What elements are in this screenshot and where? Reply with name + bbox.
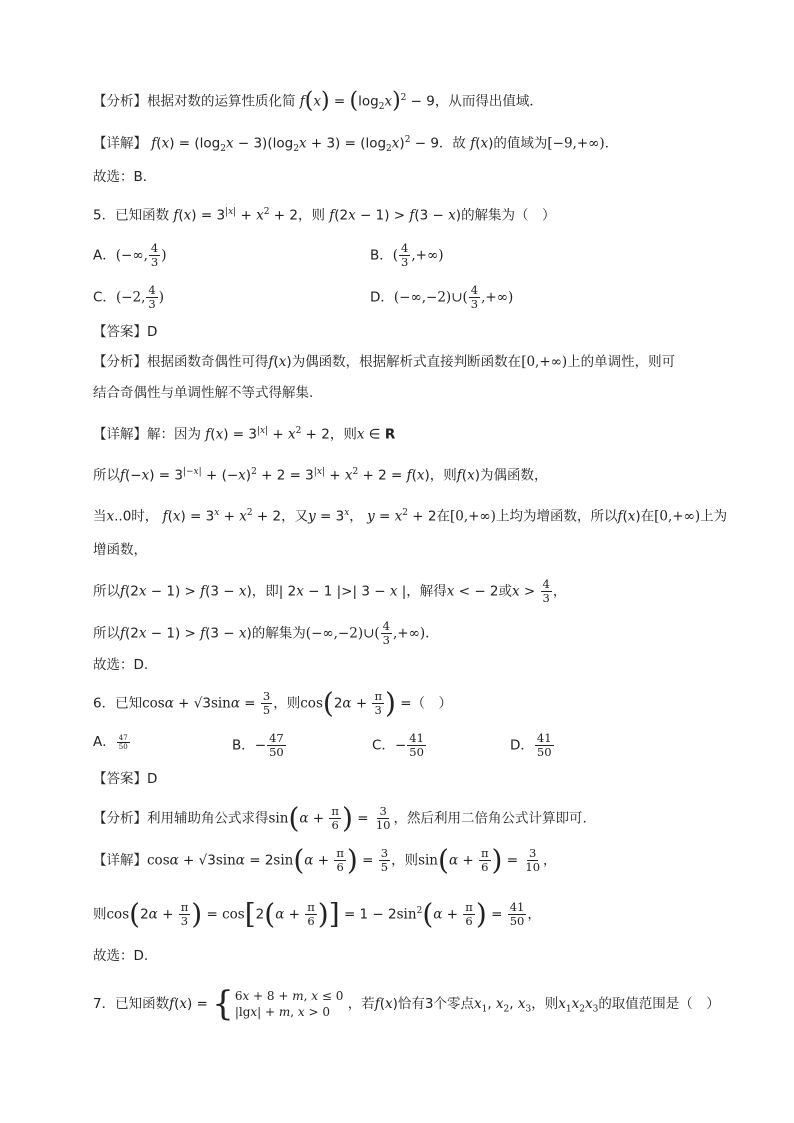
q5-option-a: A．(−∞, $\frac{4}{3}$ ) — [93, 241, 167, 269]
q5-option-d: D．(−∞,−2)∪( $\frac{4}{3}$ ,+∞) — [370, 283, 514, 311]
analysis-tag: 【分析】 — [93, 93, 147, 110]
q5-analysis: 【分析】根据函数奇偶性可得f(x)为偶函数，根据解析式直接判断函数在[0,+∞)上的单调性，则可 — [93, 354, 676, 370]
q6-detail-1: 【详解】cosα + √3sinα = 2sin(α + $\frac{\pi}{6}$ ) = $\frac{3}{5}$ ，则sin(α + $\frac{\pi}{6}$ ) = $\frac{3}{10}$ ， — [93, 843, 557, 877]
q5-detail-4: 所以f(2x − 1) > f(3 − x)，即| 2x − 1 |>| 3 − x |，解得x < − 2或x > $\frac{4}{3}$ ， — [93, 577, 567, 605]
q5-detail-5: 所以f(2x − 1) > f(3 − x)的解集为(−∞,−2)∪( $\frac{4}{3}$ ,+∞). — [93, 619, 430, 647]
q5-stem: 5．已知函数 $f(x) = 3^{|x|} + x^2 + 2$，则 f(2x − 1) > f(3 − x)的解集为（ ） — [93, 207, 556, 224]
q5-answer: 【答案】D — [93, 324, 158, 340]
detail-tag: 【详解】 — [93, 135, 147, 152]
q4-detail: 【详解】 $f(x) = (\log_2x - 3)(\log_2x + 3) = (\log_2x)^2 - 9$．故 f(x)的值域为[−9,+∞)． — [93, 135, 619, 155]
q4-select: 故选：B． — [93, 169, 157, 185]
q6-option-a: A． $\frac{47}{50}$ — [93, 733, 128, 751]
q5-detail-3: 当x..0时， $f(x) = 3^x + x^2 + 2$，又$y = 3^x$， $y = x^2 + 2$在[0,+∞)上均为增函数，所以f(x)在[0,+∞)上为 — [93, 508, 728, 525]
q5-analysis-cont: 结合奇偶性与单调性解不等式得解集. — [93, 385, 314, 401]
q7-stem: 7．已知函数f(x) = { 6x + 8 + m, x ≤ 0 |lgx| + m, x > 0 ，若f(x)恰有3个零点$x_1$, $x_2$, $x_3$，则$x_1x_2x_3$的取值范围是（ ） — [93, 984, 720, 1024]
q6-select: 故选：D. — [93, 948, 149, 964]
q5-option-c: C．(−2, $\frac{4}{3}$ ) — [93, 283, 165, 311]
q5-detail-1: 【详解】解：因为 $f(x) = 3^{|x|} + x^2 + 2$，则x ∈ R — [93, 426, 396, 443]
q5-detail-2: 所以$f(-x) = 3^{|-x|} + (-x)^2 + 2 = 3^{|x|} + x^2 + 2 = f(x)$，则f(x)为偶函数， — [93, 467, 548, 484]
q5-detail-3-cont: 增函数， — [93, 542, 147, 558]
q6-option-c: C．− $\frac{41}{50}$ — [372, 731, 424, 759]
q5-option-b: B．( $\frac{4}{3}$ ,+∞) — [370, 241, 444, 269]
q4-analysis: 【分析】根据对数的运算性质化简 $f(x) = (\log_2x)^2 - 9$，从而得出值域． — [93, 88, 543, 114]
q6-detail-2: 则cos(2α + $\frac{\pi}{3}$ ) = cos[2(α + $\frac{\pi}{6}$ )] = $1 - 2\sin^2(\alpha$ + $\frac{\pi}{6}$ ) = $\frac{41}{50}$ ， — [93, 897, 541, 931]
q6-option-b: B．− $\frac{47}{50}$ — [232, 731, 284, 759]
q6-option-d: D． $\frac{41}{50}$ — [510, 731, 552, 759]
q6-stem: 6．已知cosα + √3sinα = $\frac{3}{5}$ ，则cos(2α + $\frac{\pi}{3}$ ) =（ ） — [93, 686, 453, 720]
q6-answer: 【答案】D — [93, 771, 158, 787]
q5-select: 故选：D. — [93, 657, 149, 673]
range-value: [−9,+∞) — [547, 135, 605, 152]
q6-analysis: 【分析】利用辅助角公式求得sin(α + $\frac{\pi}{6}$ ) = $\frac{3}{10}$ ，然后利用二倍角公式计算即可. — [93, 801, 587, 835]
